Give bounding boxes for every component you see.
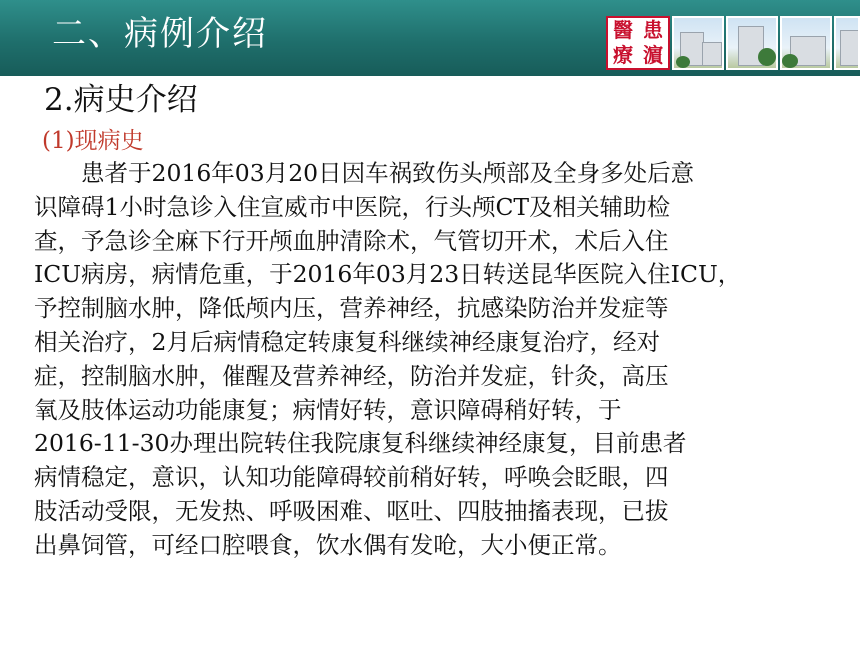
paragraph-line: 患者于2016年03月20日因车祸致伤头颅部及全身多处后意: [34, 159, 695, 187]
hospital-logo: [606, 16, 670, 70]
logo-char: 濵: [643, 43, 663, 67]
paragraph-line: 2016-11-30办理出院转住我院康复科继续神经康复，目前患者: [34, 429, 687, 458]
paragraph-line: 病情稳定，意识，认知功能障碍较前稍好转，呼唤会眨眼，四: [34, 463, 669, 492]
hospital-building-photo: [672, 16, 724, 70]
hospital-building-photo: [780, 16, 832, 70]
logo-char: 醫: [613, 18, 633, 42]
paragraph-line: 予控制脑水肿，降低颅内压，营养神经，抗感染防治并发症等: [34, 294, 669, 323]
hospital-building-photo: [726, 16, 778, 70]
paragraph-line: 相关治疗，2月后病情稳定转康复科继续神经康复治疗，经对: [34, 327, 660, 356]
paragraph-line: 出鼻饲管，可经口腔喂食，饮水偶有发呛，大小便正常。: [34, 530, 622, 559]
logo-char: 療: [613, 43, 633, 67]
subsection-heading: (1)现病史: [42, 128, 144, 154]
slide-title: 二、病例介绍: [52, 14, 268, 54]
history-paragraph: [34, 157, 804, 563]
paragraph-line: 肢活动受限，无发热、呼吸困难、呕吐、四肢抽搐表现，已拔: [34, 496, 669, 525]
paragraph-line: ICU病房，病情危重，于2016年03月23日转送昆华医院入住ICU，: [34, 260, 742, 289]
hospital-building-photo: [834, 16, 860, 70]
paragraph-line: 识障碍1小时急诊入住宣威市中医院，行头颅CT及相关辅助检: [34, 192, 671, 221]
section-heading: 2.病史介绍: [44, 82, 198, 118]
paragraph-line: 症，控制脑水肿，催醒及营养神经，防治并发症，针灸，高压: [34, 361, 669, 390]
paragraph-line: 查，予急诊全麻下行开颅血肿清除术，气管切开术，术后入住: [34, 226, 669, 255]
logo-char: 患: [643, 18, 663, 42]
paragraph-line: 氧及肢体运动功能康复；病情好转，意识障碍稍好转，于: [34, 395, 622, 424]
header-bar: [0, 0, 860, 76]
